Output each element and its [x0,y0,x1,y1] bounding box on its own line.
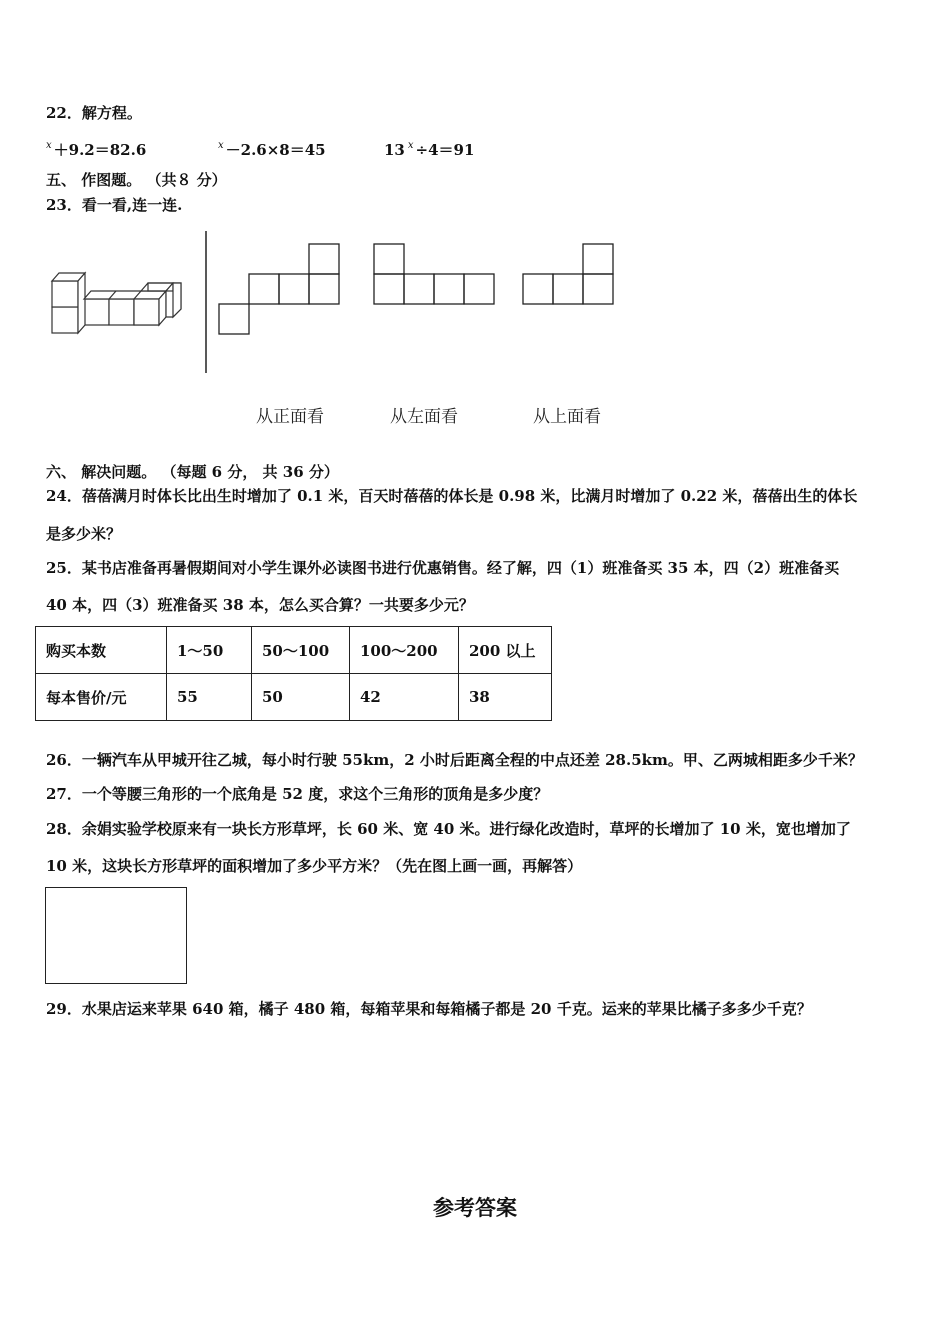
table-cell: 42 [350,674,459,721]
answers-title: 参考答案 [433,1195,517,1220]
lawn-rectangle-drawing-area[interactable] [45,887,187,984]
table-cell: 1～50 [167,627,252,674]
view-shape-3 [523,244,613,304]
price-table [35,626,552,721]
q28-line-2: 10 米，这块长方形草坪的面积增加了多少平方米？（先在图上画一画，再解答） [46,857,583,875]
table-cell: 50～100 [252,627,350,674]
view-shape-2 [374,244,494,304]
table-cell: 200 以上 [459,627,552,674]
equation-3: 13 $^x$ ÷4＝91 [384,140,475,159]
q24-line-2: 是多少米？ [46,525,122,543]
table-cell: 购买本数 [36,627,167,674]
cube-stack-3d [52,273,181,333]
equation-1: $^x$ ＋9.2＝82.6 [46,140,147,159]
section-5-heading: 五、 作图题。 （共８ 分） [46,171,227,189]
table-row [36,627,552,674]
table-row [36,674,552,721]
q26-text: 26．一辆汽车从甲城开往乙城，每小时行驶 55km，2 小时后距离全程的中点还差 28.5km。甲、乙两城相距多少千米？ [46,751,863,769]
table-cell: 38 [459,674,552,721]
equation-2: $^x$ －2.6×8＝45 [218,140,326,159]
caption-front-view: 从正面看 [256,407,324,427]
q27-text: 27．一个等腰三角形的一个底角是 52 度，求这个三角形的顶角是多少度？ [46,785,549,803]
q28-line-1: 28．余娟实验学校原来有一块长方形草坪，长 60 米、宽 40 米。进行绿化改造时，草坪的长增加了 10 米，宽也增加了 [46,820,851,838]
caption-left-view: 从左面看 [390,407,458,427]
q24-line-1: 24．蓓蓓满月时体长比出生时增加了 0.1 米，百天时蓓蓓的体长是 0.98 米，比满月时增加了 0.22 米，蓓蓓出生的体长 [46,487,858,505]
table-cell: 100～200 [350,627,459,674]
view-shape-1 [219,244,339,334]
section-6-heading: 六、 解决问题。 （每题 6 分， 共 36 分） [46,463,339,481]
table-cell: 55 [167,674,252,721]
caption-top-view: 从上面看 [533,407,601,427]
table-cell: 每本售价/元 [36,674,167,721]
q25-line-2: 40 本，四（3）班准备买 38 本，怎么买合算？一共要多少元？ [46,596,474,614]
q23-title: 23．看一看,连一连. [46,196,183,214]
table-cell: 50 [252,674,350,721]
q29-text: 29．水果店运来苹果 640 箱，橘子 480 箱，每箱苹果和每箱橘子都是 20 千克。运来的苹果比橘子多多少千克？ [46,1000,812,1018]
q25-line-1: 25．某书店准备再暑假期间对小学生课外必读图书进行优惠销售。经了解，四（1）班准备买 35 本，四（2）班准备买 [46,559,840,577]
q22-title: 22．解方程。 [46,104,142,122]
